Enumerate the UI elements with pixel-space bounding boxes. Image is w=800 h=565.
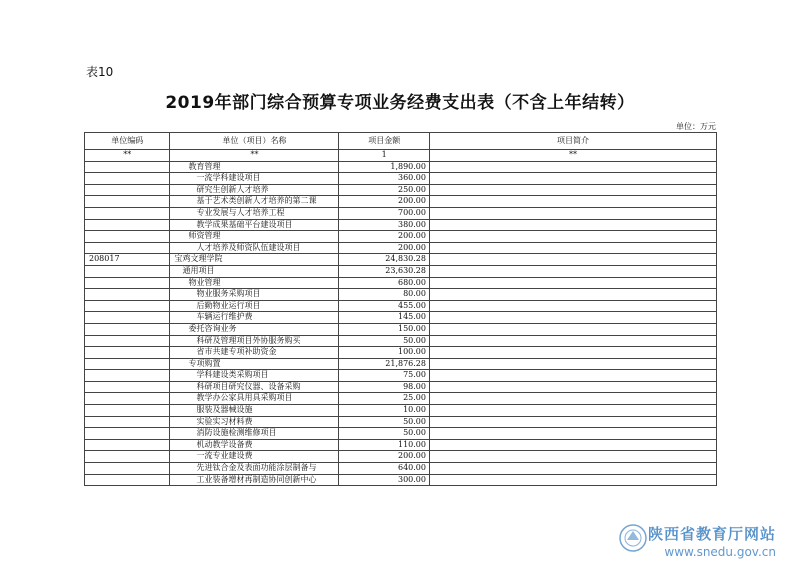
cell-name: 省市共建专项补助资金 [170, 347, 339, 359]
cell-name: 教学办公家具用具采购项目 [170, 393, 339, 405]
cell-name: 一流专业建设费 [170, 451, 339, 463]
cell-code [85, 231, 170, 243]
cell-amount: 380.00 [339, 219, 430, 231]
table-row [85, 451, 717, 463]
cell-name: 学科建设类采购项目 [170, 370, 339, 382]
cell-amount: 200.00 [339, 231, 430, 243]
table-row [85, 161, 717, 173]
table-row [85, 439, 717, 451]
header-desc: 项目简介 [429, 133, 716, 150]
cell-desc [429, 207, 716, 219]
table-row [85, 254, 717, 266]
cell-desc [429, 393, 716, 405]
table-row [85, 405, 717, 417]
table-row [85, 381, 717, 393]
cell-desc [429, 184, 716, 196]
table-row [85, 416, 717, 428]
cell-desc [429, 312, 716, 324]
cell-code [85, 439, 170, 451]
cell-desc [429, 463, 716, 475]
table-row [85, 265, 717, 277]
cell-code [85, 219, 170, 231]
table-row [85, 207, 717, 219]
cell-desc [429, 242, 716, 254]
cell-name: 研究生创新人才培养 [170, 184, 339, 196]
cell-code [85, 300, 170, 312]
cell-desc [429, 289, 716, 301]
cell-name: 一流学科建设项目 [170, 173, 339, 185]
cell-amount: 100.00 [339, 347, 430, 359]
cell-code [85, 474, 170, 486]
table-row [85, 335, 717, 347]
header-row [85, 133, 717, 150]
cell-desc [429, 474, 716, 486]
marker-desc: ** [429, 150, 716, 162]
table-label: 表10 [86, 65, 114, 79]
cell-amount: 24,830.28 [339, 254, 430, 266]
cell-code [85, 277, 170, 289]
table-row [85, 289, 717, 301]
cell-code [85, 161, 170, 173]
cell-amount: 360.00 [339, 173, 430, 185]
page-title: 2019年部门综合预算专项业务经费支出表（不含上年结转） [165, 93, 635, 113]
cell-desc [429, 196, 716, 208]
cell-desc [429, 347, 716, 359]
cell-desc [429, 358, 716, 370]
cell-desc [429, 231, 716, 243]
cell-name: 先进钛合金及表面功能涂层制备与 [170, 463, 339, 475]
cell-name: 人才培养及师资队伍建设项目 [170, 242, 339, 254]
cell-desc [429, 416, 716, 428]
cell-amount: 200.00 [339, 242, 430, 254]
cell-amount: 300.00 [339, 474, 430, 486]
cell-desc [429, 405, 716, 417]
cell-name: 科研及管理项目外协服务购买 [170, 335, 339, 347]
cell-desc [429, 219, 716, 231]
header-code: 单位编码 [85, 133, 170, 150]
cell-code [85, 347, 170, 359]
marker-name: ** [170, 150, 339, 162]
cell-amount: 250.00 [339, 184, 430, 196]
cell-name: 委托咨询业务 [170, 323, 339, 335]
marker-row [85, 150, 717, 162]
cell-code [85, 416, 170, 428]
cell-name: 车辆运行维护费 [170, 312, 339, 324]
cell-name: 物业管理 [170, 277, 339, 289]
cell-desc [429, 335, 716, 347]
watermark-url: www.snedu.gov.cn [664, 545, 776, 559]
cell-desc [429, 323, 716, 335]
budget-table [84, 132, 717, 486]
cell-desc [429, 451, 716, 463]
cell-code [85, 242, 170, 254]
cell-desc [429, 381, 716, 393]
cell-amount: 50.00 [339, 416, 430, 428]
cell-amount: 10.00 [339, 405, 430, 417]
cell-amount: 200.00 [339, 451, 430, 463]
table-row [85, 370, 717, 382]
cell-amount: 110.00 [339, 439, 430, 451]
cell-code [85, 381, 170, 393]
cell-code [85, 451, 170, 463]
cell-desc [429, 428, 716, 440]
cell-amount: 680.00 [339, 277, 430, 289]
marker-code: ** [85, 150, 170, 162]
cell-amount: 50.00 [339, 428, 430, 440]
cell-name: 通用项目 [170, 265, 339, 277]
cell-desc [429, 173, 716, 185]
table-row [85, 196, 717, 208]
table-row [85, 358, 717, 370]
header-amount: 项目金额 [339, 133, 430, 150]
cell-name: 后勤物业运行项目 [170, 300, 339, 312]
cell-desc [429, 265, 716, 277]
marker-amount: 1 [339, 150, 430, 162]
cell-name: 专业发展与人才培养工程 [170, 207, 339, 219]
cell-amount: 80.00 [339, 289, 430, 301]
watermark-name: 陕西省教育厅网站 [647, 525, 776, 543]
cell-amount: 200.00 [339, 196, 430, 208]
cell-code [85, 173, 170, 185]
cell-code [85, 428, 170, 440]
table-row [85, 219, 717, 231]
cell-name: 基于艺术类创新人才培养的第二课 [170, 196, 339, 208]
cell-name: 消防设施检测维修项目 [170, 428, 339, 440]
table-row [85, 393, 717, 405]
cell-code [85, 405, 170, 417]
cell-name: 教学成果基础平台建设项目 [170, 219, 339, 231]
cell-desc [429, 370, 716, 382]
cell-code [85, 196, 170, 208]
table-row [85, 428, 717, 440]
cell-name: 宝鸡文理学院 [170, 254, 339, 266]
cell-amount: 23,630.28 [339, 265, 430, 277]
table-row [85, 173, 717, 185]
cell-amount: 145.00 [339, 312, 430, 324]
cell-amount: 75.00 [339, 370, 430, 382]
cell-code [85, 335, 170, 347]
table-row [85, 231, 717, 243]
table-row [85, 242, 717, 254]
table-row [85, 474, 717, 486]
cell-code [85, 207, 170, 219]
cell-amount: 640.00 [339, 463, 430, 475]
cell-code [85, 312, 170, 324]
table-row [85, 300, 717, 312]
cell-name: 工业装备增材再制造协同创新中心 [170, 474, 339, 486]
cell-amount: 25.00 [339, 393, 430, 405]
cell-name: 教育管理 [170, 161, 339, 173]
cell-name: 师资管理 [170, 231, 339, 243]
cell-code [85, 463, 170, 475]
cell-name: 物业服务采购项目 [170, 289, 339, 301]
cell-desc [429, 277, 716, 289]
table-row [85, 323, 717, 335]
cell-desc [429, 439, 716, 451]
cell-amount: 21,876.28 [339, 358, 430, 370]
cell-code [85, 265, 170, 277]
cell-amount: 455.00 [339, 300, 430, 312]
cell-desc [429, 300, 716, 312]
cell-code [85, 393, 170, 405]
cell-code [85, 323, 170, 335]
cell-name: 实验实习材料费 [170, 416, 339, 428]
cell-amount: 50.00 [339, 335, 430, 347]
cell-code [85, 370, 170, 382]
cell-name: 科研项目研究仪器、设备采购 [170, 381, 339, 393]
cell-desc [429, 161, 716, 173]
emblem-icon [618, 523, 648, 553]
cell-amount: 700.00 [339, 207, 430, 219]
cell-code: 208017 [85, 254, 170, 266]
cell-desc [429, 254, 716, 266]
table-row [85, 312, 717, 324]
cell-name: 机动教学设备费 [170, 439, 339, 451]
header-name: 单位（项目）名称 [170, 133, 339, 150]
table-row [85, 277, 717, 289]
cell-code [85, 289, 170, 301]
unit-label: 单位：万元 [676, 122, 716, 131]
watermark [648, 523, 776, 559]
table-row [85, 347, 717, 359]
cell-amount: 98.00 [339, 381, 430, 393]
table-row [85, 463, 717, 475]
cell-amount: 1,890.00 [339, 161, 430, 173]
cell-code [85, 358, 170, 370]
cell-name: 服装及器械设施 [170, 405, 339, 417]
cell-code [85, 184, 170, 196]
table-row [85, 184, 717, 196]
cell-name: 专项购置 [170, 358, 339, 370]
cell-amount: 150.00 [339, 323, 430, 335]
